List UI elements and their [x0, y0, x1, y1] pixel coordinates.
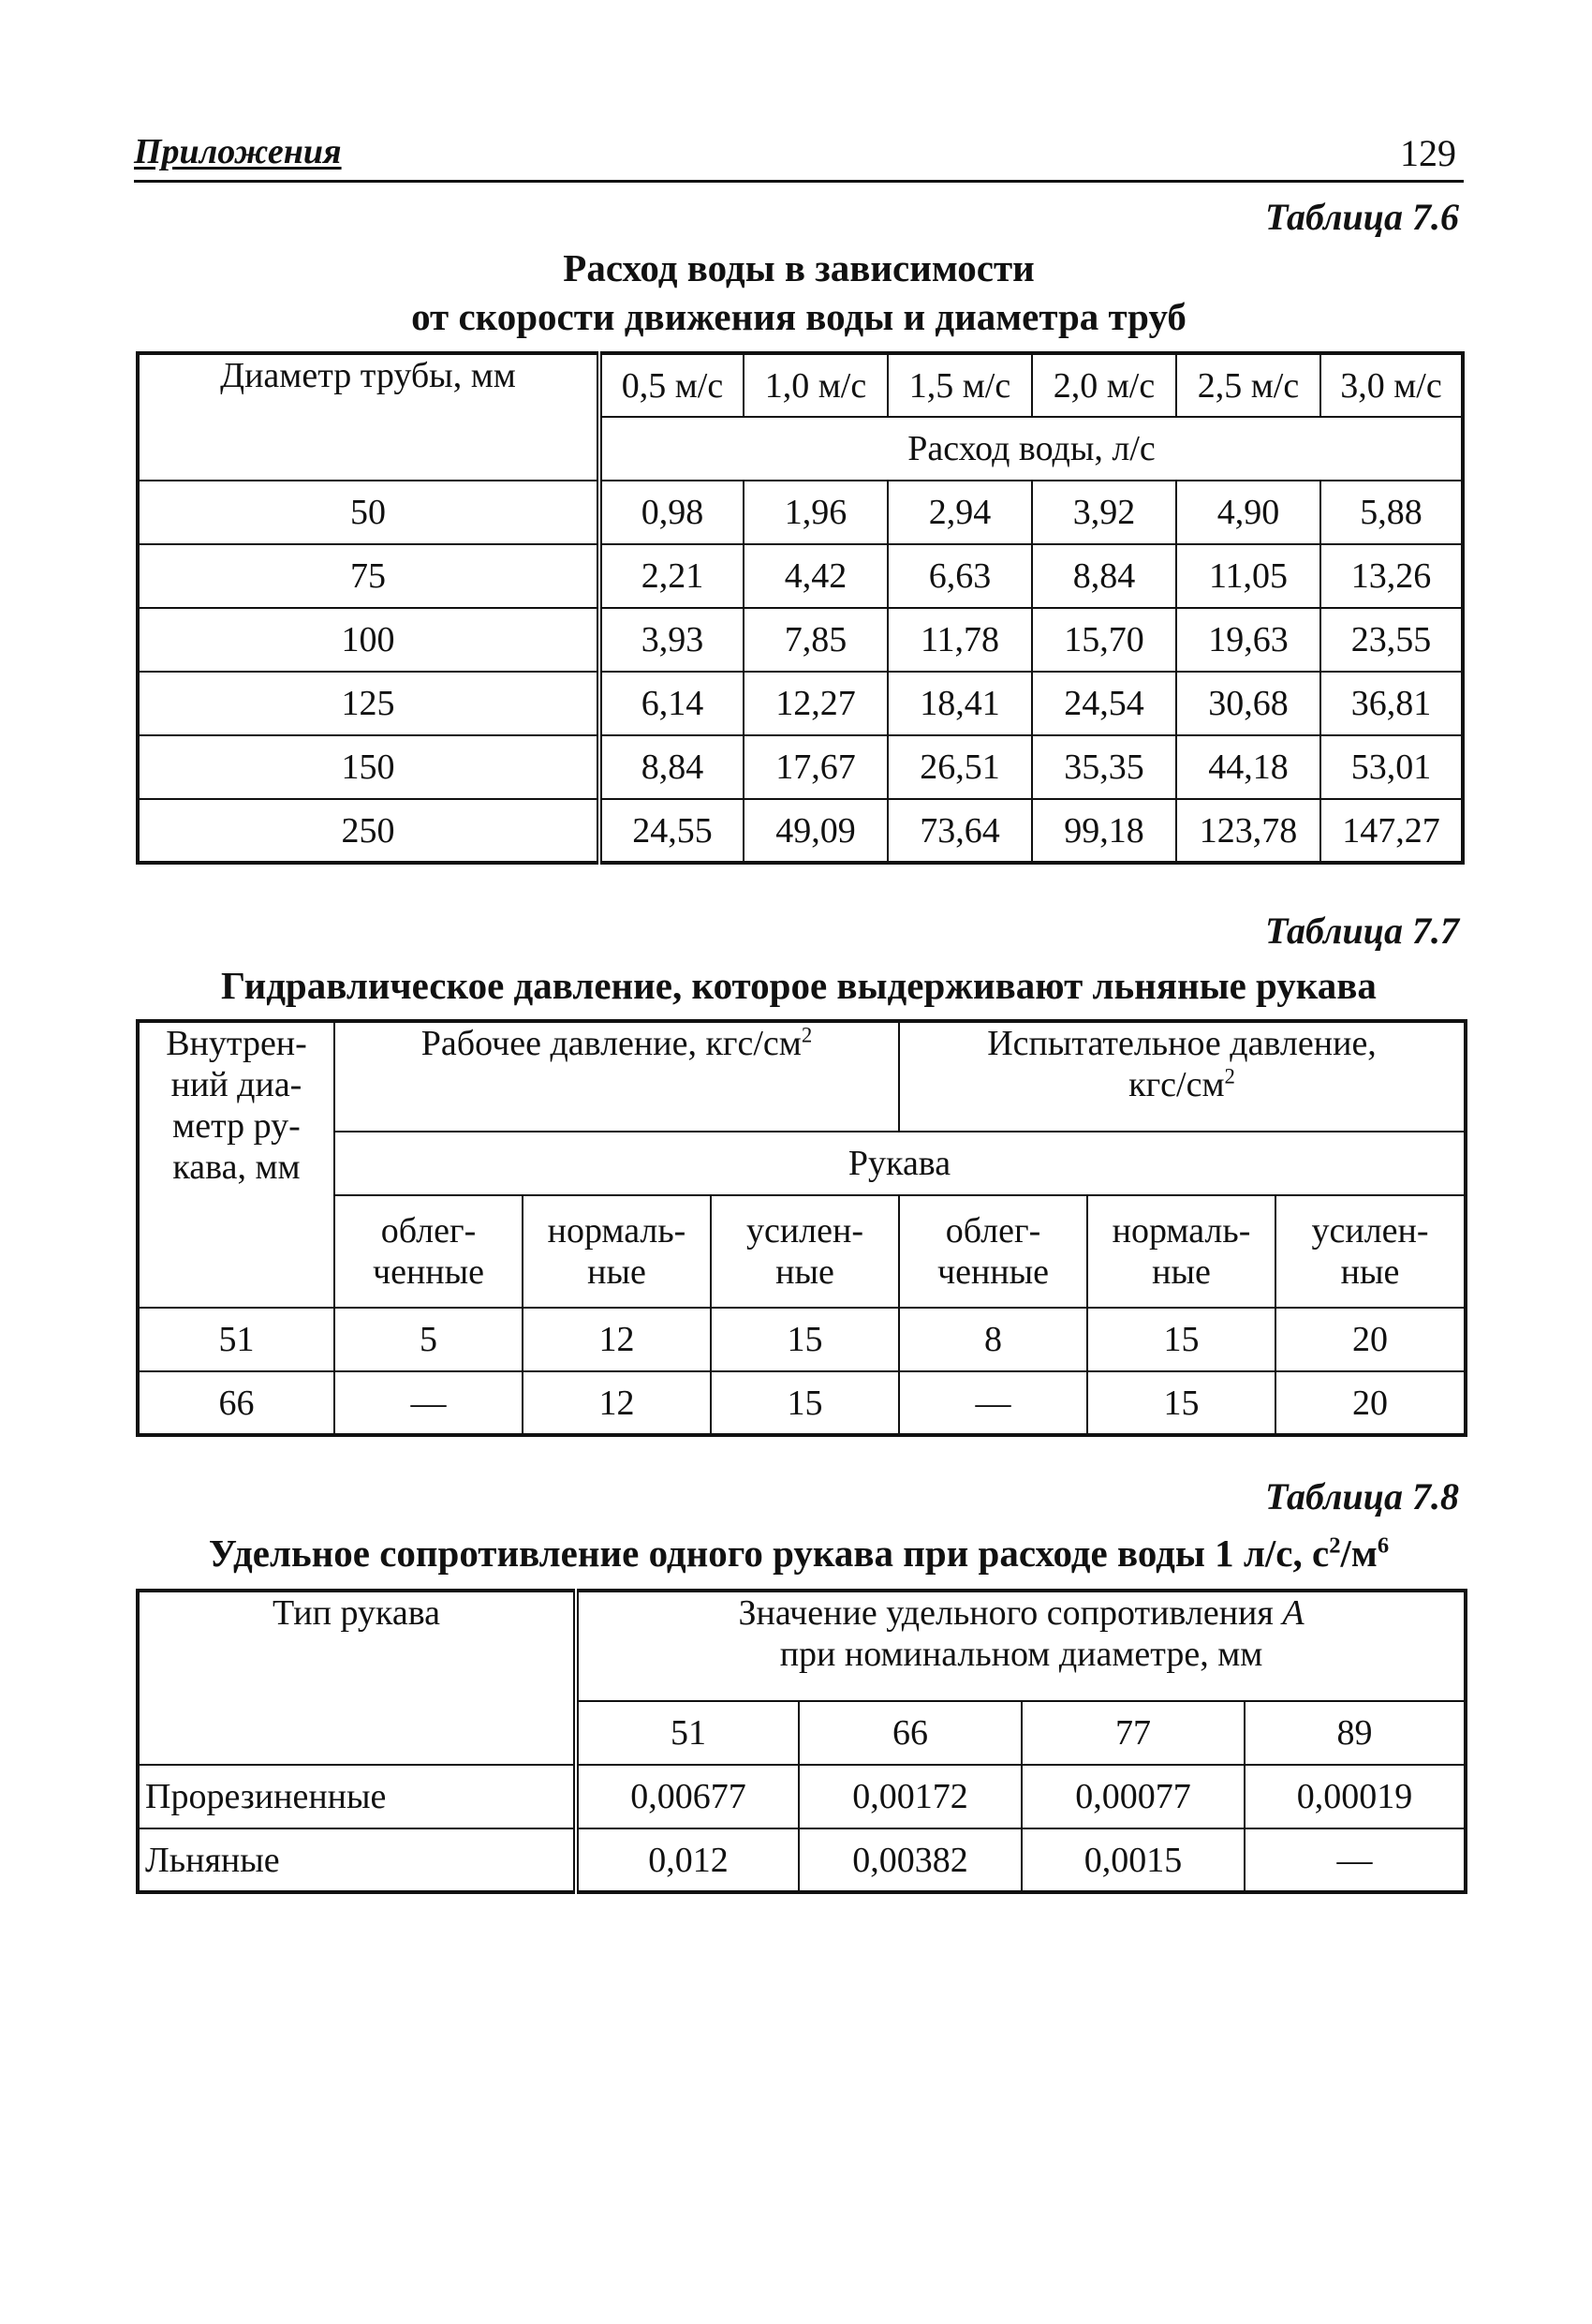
speed-header: 0,5 м/с [599, 353, 744, 417]
value-cell: 0,00382 [799, 1828, 1022, 1892]
table-7-6 [136, 351, 1465, 865]
value-cell: 6,14 [599, 672, 744, 735]
diameter-cell: 50 [138, 481, 599, 544]
nominal-diameter-header: 66 [799, 1701, 1022, 1765]
table-7-8-title-unit: /м [1340, 1532, 1378, 1575]
value-cell: 15,70 [1032, 608, 1176, 672]
test-pressure-header [899, 1021, 1466, 1132]
hose-type-line: облег- [945, 1211, 1041, 1251]
working-pressure-label: Рабочее давление, кгс/см [420, 1024, 802, 1063]
hose-type-line: ченные [372, 1252, 485, 1292]
table-7-6-title [134, 244, 1464, 341]
value-cell: 0,00019 [1245, 1765, 1466, 1828]
speed-header: 1,5 м/с [888, 353, 1032, 417]
value-cell: 15 [711, 1371, 899, 1435]
speed-header: 2,5 м/с [1176, 353, 1320, 417]
table-row [138, 608, 1463, 672]
hose-type-line: ные [587, 1252, 646, 1292]
value-cell: 4,90 [1176, 481, 1320, 544]
hose-type-line: ные [1340, 1252, 1400, 1292]
table-row [138, 735, 1463, 799]
diameter-cell: 125 [138, 672, 599, 735]
value-cell: 5 [334, 1308, 523, 1371]
hose-type-header [1275, 1195, 1466, 1308]
value-cell: 12 [523, 1371, 711, 1435]
inner-diameter-header-line: ний диа- [170, 1065, 302, 1104]
specific-resistance-label-line2: при номинальном диаметре, мм [779, 1635, 1263, 1674]
hose-type-line: нормаль- [1112, 1211, 1251, 1251]
diameter-cell: 66 [138, 1371, 334, 1435]
value-cell: 20 [1275, 1371, 1466, 1435]
table-7-6-title-line2: от скорости движения воды и диаметра труб [411, 295, 1187, 338]
value-cell: 49,09 [744, 799, 888, 863]
title-superscript: 2 [1329, 1532, 1341, 1559]
value-cell: 0,00077 [1022, 1765, 1245, 1828]
diameter-cell: 100 [138, 608, 599, 672]
table-row [138, 1828, 1466, 1892]
hose-type-line: ные [775, 1252, 834, 1292]
working-pressure-header [334, 1021, 899, 1132]
diameter-cell: 150 [138, 735, 599, 799]
value-cell: 23,55 [1320, 608, 1463, 672]
table-row [138, 799, 1463, 863]
diameter-cell: 51 [138, 1308, 334, 1371]
value-cell: 24,55 [599, 799, 744, 863]
hose-type-header [1087, 1195, 1275, 1308]
table-row [138, 481, 1463, 544]
inner-diameter-header-line: кава, мм [172, 1147, 301, 1187]
speed-header: 1,0 м/с [744, 353, 888, 417]
hose-type-line: усилен- [745, 1211, 864, 1251]
value-cell: — [1245, 1828, 1466, 1892]
superscript-2: 2 [1224, 1064, 1235, 1088]
value-cell: 19,63 [1176, 608, 1320, 672]
value-cell: 15 [1087, 1371, 1275, 1435]
value-cell: 2,94 [888, 481, 1032, 544]
value-cell: 15 [711, 1308, 899, 1371]
hose-type-header [523, 1195, 711, 1308]
hose-type-cell: Прорезиненные [138, 1765, 576, 1828]
hose-type-line: усилен- [1311, 1211, 1429, 1251]
nominal-diameter-header: 77 [1022, 1701, 1245, 1765]
table-7-8-title [134, 1529, 1464, 1577]
value-cell: 8,84 [1032, 544, 1176, 608]
specific-resistance-header [576, 1591, 1466, 1701]
value-cell: 3,92 [1032, 481, 1176, 544]
speed-header: 3,0 м/с [1320, 353, 1463, 417]
value-cell: 8 [899, 1308, 1087, 1371]
test-pressure-label-line2 [900, 1064, 1464, 1105]
table-row [138, 544, 1463, 608]
hose-type-header [711, 1195, 899, 1308]
value-cell: 3,93 [599, 608, 744, 672]
inner-diameter-header-line: метр ру- [172, 1106, 301, 1146]
value-cell: 30,68 [1176, 672, 1320, 735]
value-cell: 24,54 [1032, 672, 1176, 735]
table-row [138, 1371, 1466, 1435]
table-7-8-title-text: Удельное сопротивление одного рукава при расходе воды 1 л/с, с [208, 1532, 1330, 1575]
inner-diameter-header [138, 1021, 334, 1308]
value-cell: 11,78 [888, 608, 1032, 672]
table-row [138, 1765, 1466, 1828]
symbol-a: A [1282, 1593, 1305, 1633]
table-7-7-title: Гидравлическое давление, которое выдерживают льняные рукава [221, 964, 1377, 1007]
hose-type-line: нормаль- [547, 1211, 686, 1251]
value-cell: 35,35 [1032, 735, 1176, 799]
value-cell: 44,18 [1176, 735, 1320, 799]
table-7-8 [136, 1589, 1467, 1894]
value-cell: 53,01 [1320, 735, 1463, 799]
nominal-diameter-header: 89 [1245, 1701, 1466, 1765]
value-cell: 0,98 [599, 481, 744, 544]
value-cell: 18,41 [888, 672, 1032, 735]
speed-header: 2,0 м/с [1032, 353, 1176, 417]
table-7-8-number: Таблица 7.8 [1265, 1475, 1459, 1517]
value-cell: 11,05 [1176, 544, 1320, 608]
value-cell: 0,0015 [1022, 1828, 1245, 1892]
value-cell: 17,67 [744, 735, 888, 799]
specific-resistance-label-line1 [579, 1592, 1464, 1634]
hose-type-cell: Льняные [138, 1828, 576, 1892]
diameter-cell: 250 [138, 799, 599, 863]
test-pressure-label-line1: Испытательное давление, [987, 1024, 1377, 1063]
value-cell: 147,27 [1320, 799, 1463, 863]
specific-resistance-label: Значение удельного сопротивления [738, 1593, 1274, 1633]
value-cell: 1,96 [744, 481, 888, 544]
value-cell: 6,63 [888, 544, 1032, 608]
table-row [138, 1308, 1466, 1371]
value-cell: 0,012 [576, 1828, 799, 1892]
table-7-6-body [138, 481, 1463, 863]
value-cell: — [899, 1371, 1087, 1435]
value-cell: 12,27 [744, 672, 888, 735]
hose-type-line: ченные [936, 1252, 1050, 1292]
value-cell: 7,85 [744, 608, 888, 672]
header-rule [134, 180, 1464, 183]
table-7-7 [136, 1019, 1467, 1437]
value-cell: 20 [1275, 1308, 1466, 1371]
hose-type-header [334, 1195, 523, 1308]
value-cell: 5,88 [1320, 481, 1463, 544]
table-row [138, 672, 1463, 735]
value-cell: 73,64 [888, 799, 1032, 863]
value-cell: 36,81 [1320, 672, 1463, 735]
value-cell: — [334, 1371, 523, 1435]
value-cell: 13,26 [1320, 544, 1463, 608]
value-cell: 0,00677 [576, 1765, 799, 1828]
superscript-2: 2 [801, 1023, 813, 1047]
test-pressure-unit: кгс/см [1128, 1065, 1225, 1104]
value-cell: 99,18 [1032, 799, 1176, 863]
table-7-6-number: Таблица 7.6 [1265, 196, 1459, 238]
nominal-diameter-header: 51 [576, 1701, 799, 1765]
flow-rate-subheader: Расход воды, л/с [599, 417, 1463, 481]
value-cell: 15 [1087, 1308, 1275, 1371]
table-7-6-title-line1: Расход воды в зависимости [563, 246, 1035, 289]
title-superscript: 6 [1377, 1532, 1390, 1559]
diameter-column-header: Диаметр трубы, мм [138, 353, 599, 481]
hose-type-column-header: Тип рукава [138, 1591, 576, 1765]
value-cell: 2,21 [599, 544, 744, 608]
value-cell: 0,00172 [799, 1765, 1022, 1828]
hoses-header: Рукава [334, 1132, 1466, 1195]
value-cell: 8,84 [599, 735, 744, 799]
value-cell: 4,42 [744, 544, 888, 608]
value-cell: 26,51 [888, 735, 1032, 799]
hose-type-line: ные [1152, 1252, 1211, 1292]
hose-type-line: облег- [380, 1211, 477, 1251]
page-number: 129 [1400, 132, 1456, 174]
value-cell: 12 [523, 1308, 711, 1371]
running-header-section: Приложения [134, 132, 342, 171]
table-7-7-number: Таблица 7.7 [1265, 910, 1459, 952]
value-cell: 123,78 [1176, 799, 1320, 863]
inner-diameter-header-line: Внутрен- [166, 1024, 307, 1063]
diameter-cell: 75 [138, 544, 599, 608]
hose-type-header [899, 1195, 1087, 1308]
